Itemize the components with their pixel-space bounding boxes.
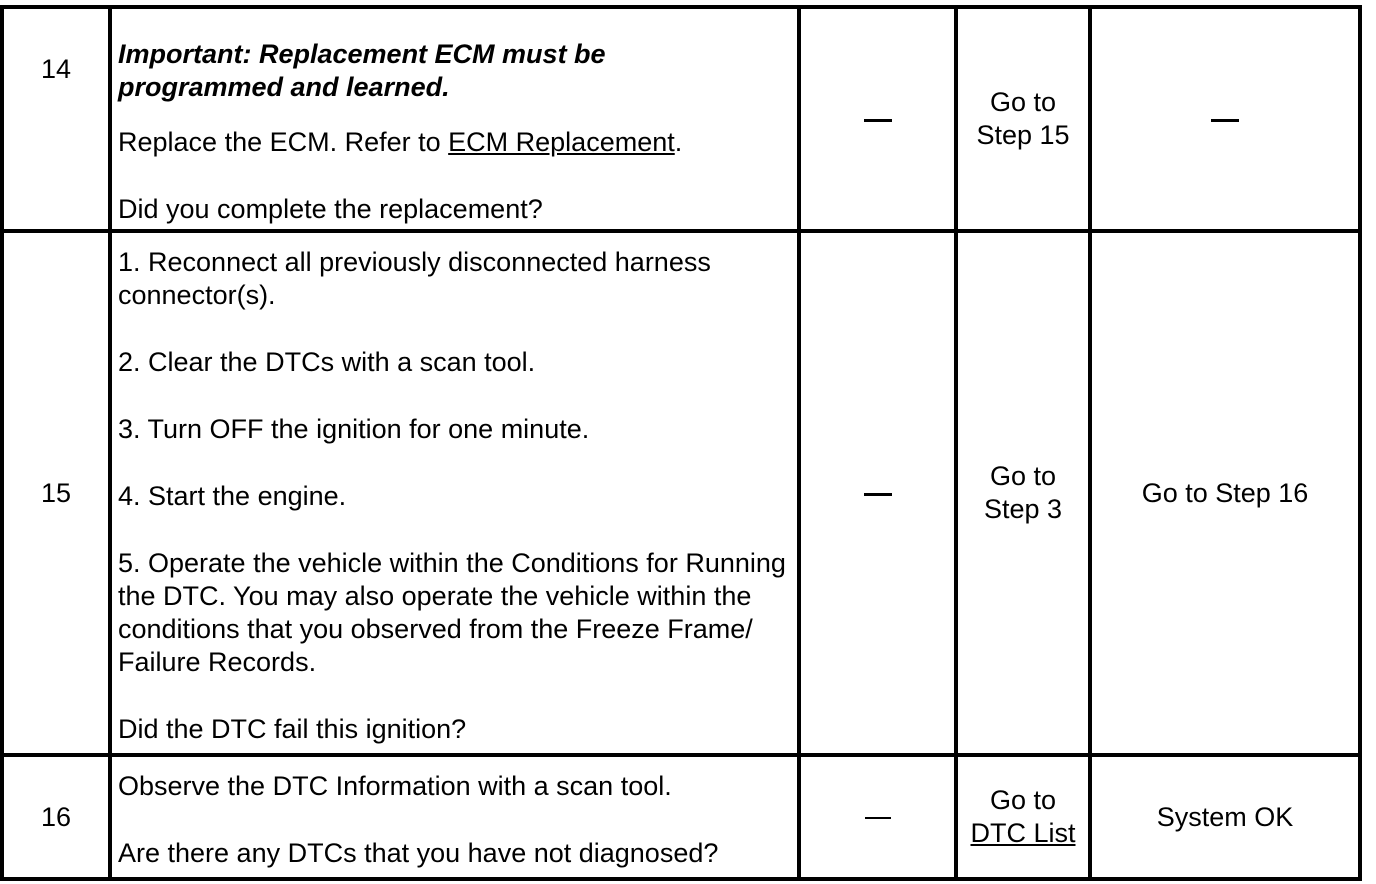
step-row-16: [2, 755, 1360, 879]
yes-cell: [956, 7, 1090, 231]
action-text: Observe the DTC Information with a scan tool.: [118, 771, 672, 801]
no-cell: [1090, 231, 1360, 755]
yes-text: Go to Step 3: [983, 461, 1063, 524]
step-number-text: 15: [40, 477, 72, 508]
no-dash: [1211, 119, 1239, 122]
values-dash: [864, 493, 892, 496]
instruction-item: 3. Turn OFF the ignition for one minute.: [118, 414, 590, 444]
instruction-item: 5. Operate the vehicle within the Conditions for Running the DTC. You may also operate the vehicle within the conditions that you observed from the Freeze Frame/ Failure Records.: [118, 548, 786, 677]
question-text: Did you complete the replacement?: [118, 194, 543, 224]
values-cell: [799, 755, 956, 879]
step-number-text: 14: [40, 54, 72, 84]
question-text: Are there any DTCs that you have not diagnosed?: [118, 838, 719, 868]
diagnostic-steps-table: [0, 5, 1362, 881]
action-text-pre: Replace the ECM. Refer to: [118, 127, 449, 157]
values-dash: [865, 817, 891, 819]
yes-text: Go to Step 15: [976, 87, 1070, 150]
question-text: Did the DTC fail this ignition?: [118, 714, 467, 744]
action-cell: [110, 755, 799, 879]
step-number: [2, 7, 110, 231]
instruction-item: 1. Reconnect all previously disconnected harness connector(s).: [118, 247, 711, 310]
step-row-14: [2, 7, 1360, 231]
action-text-post: .: [674, 127, 683, 157]
no-text: System OK: [1156, 801, 1294, 832]
action-cell: [110, 7, 799, 231]
action-text: [118, 126, 791, 159]
ecm-replacement-link[interactable]: ECM Replacement: [448, 127, 675, 157]
no-text: Go to Step 16: [1141, 477, 1309, 508]
instruction-item: 4. Start the engine.: [118, 481, 347, 511]
no-cell: [1090, 7, 1360, 231]
values-cell: [799, 7, 956, 231]
values-cell: [799, 231, 956, 755]
step-number: [2, 755, 110, 879]
instruction-item: 2. Clear the DTCs with a scan tool.: [118, 347, 536, 377]
yes-text-pre: Go to: [989, 785, 1057, 815]
step-number-text: 16: [40, 801, 72, 832]
dtc-list-link[interactable]: DTC List: [970, 818, 1076, 848]
no-cell: [1090, 755, 1360, 879]
values-dash: [864, 119, 892, 122]
step-row-15: [2, 231, 1360, 755]
important-note: Important: Replacement ECM must be programmed and learned.: [118, 39, 606, 102]
yes-cell: [956, 755, 1090, 879]
yes-cell: [956, 231, 1090, 755]
action-cell: [110, 231, 799, 755]
step-number: [2, 231, 110, 755]
